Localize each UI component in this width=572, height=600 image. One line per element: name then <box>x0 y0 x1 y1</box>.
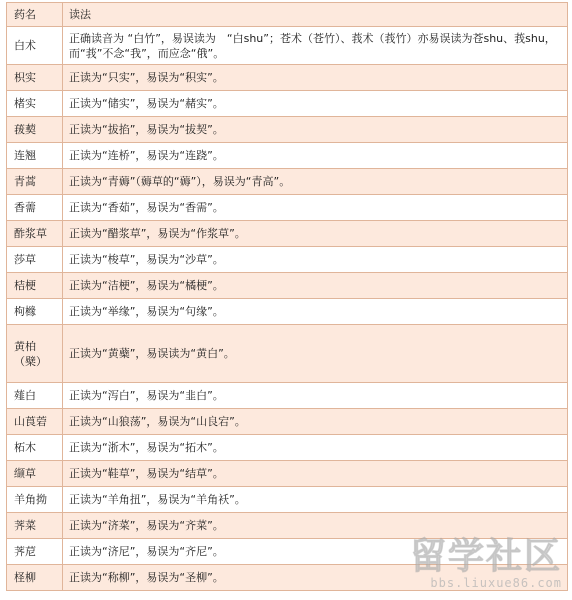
herb-name-cell: 桔梗 <box>7 273 63 299</box>
herb-name-cell: 香薷 <box>7 195 63 221</box>
header-herb-name: 药名 <box>7 3 63 27</box>
reading-cell: 正读为“梭草”，易误为“沙草”。 <box>63 247 568 273</box>
table-row <box>7 91 568 117</box>
reading-cell: 正读为“黄蘗”，易误读为“黄白”。 <box>63 325 568 383</box>
table-row <box>7 409 568 435</box>
table-row <box>7 27 568 65</box>
reading-cell: 正读为“鞋草”，易误为“结草”。 <box>63 461 568 487</box>
reading-cell: 正读为“泻白”，易误为“韭白”。 <box>63 383 568 409</box>
reading-cell: 正读为“洁梗”，易误为“橘梗”。 <box>63 273 568 299</box>
table-row <box>7 299 568 325</box>
table-header-row <box>7 3 568 27</box>
reading-cell: 正读为“香茹”，易误为“香需”。 <box>63 195 568 221</box>
herb-name-cell: 酢浆草 <box>7 221 63 247</box>
table-row <box>7 565 568 591</box>
herb-name-cell: 柘木 <box>7 435 63 461</box>
table-row <box>7 247 568 273</box>
reading-cell: 正读为“济菜”，易误为“齐菜”。 <box>63 513 568 539</box>
herb-name-cell: 青蒿 <box>7 169 63 195</box>
reading-cell: 正读为“浙木”，易误为“拓木”。 <box>63 435 568 461</box>
herb-name-cell: 缬草 <box>7 461 63 487</box>
pronunciation-table <box>6 2 568 591</box>
table-row <box>7 461 568 487</box>
herb-name-cell: 连翘 <box>7 143 63 169</box>
reading-cell: 正读为“羊角扭”，易误为“羊角袄”。 <box>63 487 568 513</box>
header-reading: 读法 <box>63 3 568 27</box>
herb-name-cell: 荠苨 <box>7 539 63 565</box>
reading-cell: 正读为“青薅”（薅草的“薅”），易误为“青高”。 <box>63 169 568 195</box>
pronunciation-table-container <box>6 2 567 591</box>
herb-name-cell: 楮实 <box>7 91 63 117</box>
watermark-logo-text: 留学社区 <box>409 536 562 577</box>
herb-name-cell: 白术 <box>7 27 63 65</box>
watermark-url: bbs.liuxue86.com <box>430 576 562 590</box>
herb-name-cell: 菝葜 <box>7 117 63 143</box>
table-row <box>7 435 568 461</box>
herb-name-cell: 柽柳 <box>7 565 63 591</box>
herb-name-cell: 黄柏（檗） <box>7 325 63 383</box>
reading-cell: 正读为“醋浆草”，易误为“作浆草”。 <box>63 221 568 247</box>
herb-name-cell: 羊角拗 <box>7 487 63 513</box>
table-row <box>7 539 568 565</box>
herb-name-cell: 枳实 <box>7 65 63 91</box>
herb-name-cell: 薤白 <box>7 383 63 409</box>
reading-cell: 正读为“称柳”，易误为“圣柳”。 <box>63 565 568 591</box>
table-row <box>7 325 568 383</box>
table-row <box>7 143 568 169</box>
herb-name-cell: 山莨菪 <box>7 409 63 435</box>
table-row <box>7 273 568 299</box>
table-row <box>7 195 568 221</box>
reading-cell: 正读为“济尼”，易误为“齐尼”。 <box>63 539 568 565</box>
reading-cell: 正读为“连桥”，易误为“连跷”。 <box>63 143 568 169</box>
table-row <box>7 65 568 91</box>
herb-name-cell: 枸橼 <box>7 299 63 325</box>
reading-cell: 正读为“储实”，易误为“赭实”。 <box>63 91 568 117</box>
herb-name-cell: 莎草 <box>7 247 63 273</box>
table-row <box>7 221 568 247</box>
reading-cell: 正读为“拔掐”，易误为“拔契”。 <box>63 117 568 143</box>
table-row <box>7 383 568 409</box>
reading-cell: 正读为“只实”，易误为“积实”。 <box>63 65 568 91</box>
table-row <box>7 117 568 143</box>
reading-cell: 正读为“举缘”，易误为“句缘”。 <box>63 299 568 325</box>
herb-name-cell: 荠菜 <box>7 513 63 539</box>
table-row <box>7 513 568 539</box>
reading-cell: 正读为“山狼荡”，易误为“山良宕”。 <box>63 409 568 435</box>
table-row <box>7 169 568 195</box>
reading-cell: 正确读音为 “白竹”，易误读为 “白shu”；苍术（苍竹）、莪术（莪竹）亦易误读为苍shu、莪shu，而“莪”不念“我”，而应念“俄”。 <box>63 27 568 65</box>
table-row <box>7 487 568 513</box>
